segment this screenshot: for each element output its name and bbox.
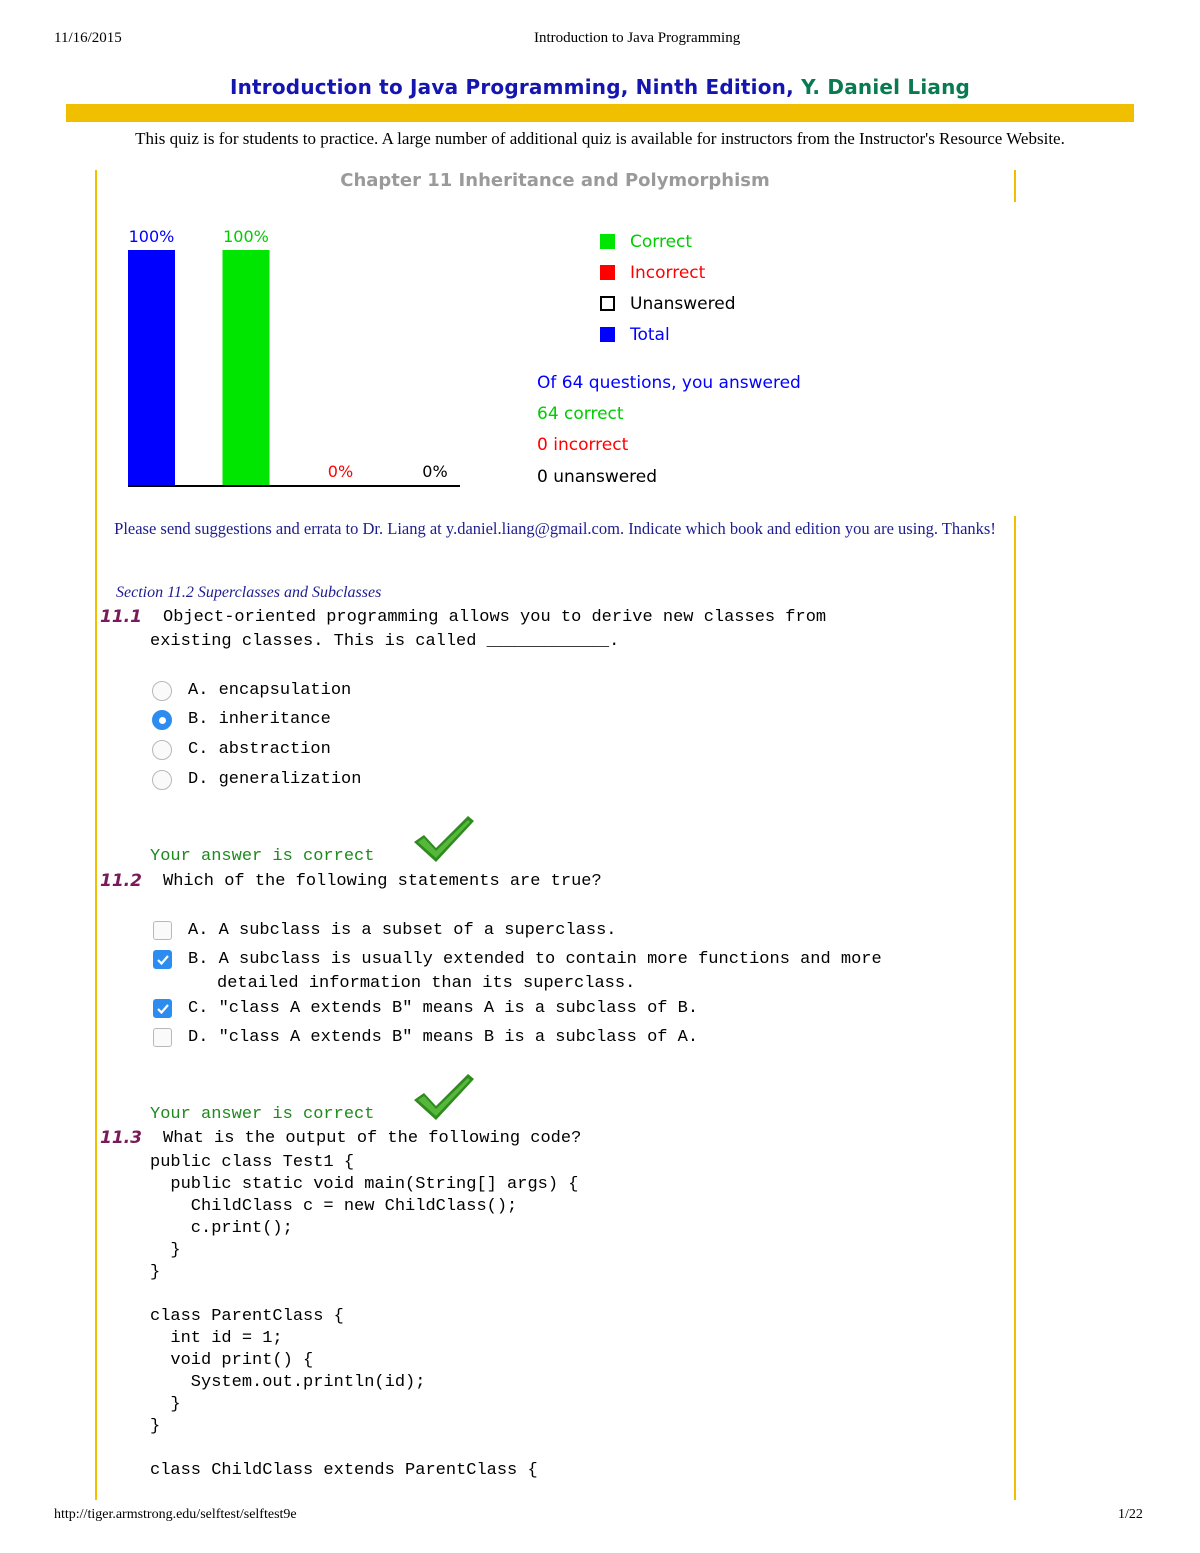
answer-feedback: Your answer is correct xyxy=(150,847,375,866)
frame-right-line xyxy=(1014,516,1016,1500)
question-number: 11.3 xyxy=(100,1128,142,1148)
checkbox-option-a[interactable] xyxy=(153,921,172,940)
stats-total: Of 64 questions, you answered xyxy=(537,373,801,393)
option-label: B. inheritance xyxy=(188,710,331,729)
radio-option-b[interactable] xyxy=(152,710,172,730)
option-label: C. abstraction xyxy=(188,740,331,759)
bar-value-label: 0% xyxy=(327,462,354,481)
question-number: 11.2 xyxy=(100,871,142,891)
checkbox-option-c[interactable] xyxy=(153,999,172,1018)
legend-total: Total xyxy=(630,325,670,345)
bar-correct xyxy=(223,250,270,485)
book-author: Y. Daniel Liang xyxy=(801,75,971,99)
stats-incorrect: 0 incorrect xyxy=(537,435,629,455)
check-icon xyxy=(156,953,170,967)
option-label: B. A subclass is usually extended to contain more functions and more xyxy=(188,950,882,969)
stats-correct: 64 correct xyxy=(537,404,624,424)
section-heading: Section 11.2 Superclasses and Subclasses xyxy=(116,584,382,601)
bar-value-label: 100% xyxy=(223,227,269,246)
gold-divider xyxy=(66,104,1134,122)
bar-total xyxy=(128,250,175,485)
option-label: C. "class A extends B" means A is a subclass of B. xyxy=(188,999,699,1018)
radio-option-c[interactable] xyxy=(152,740,172,760)
radio-option-a[interactable] xyxy=(152,681,172,701)
question-text: Object-oriented programming allows you to derive new classes from xyxy=(163,608,827,627)
bar-value-label: 0% xyxy=(422,462,448,481)
results-chart xyxy=(120,220,470,495)
option-label: D. "class A extends B" means B is a subclass of A. xyxy=(188,1028,699,1047)
answer-feedback: Your answer is correct xyxy=(150,1105,375,1124)
question-text: What is the output of the following code? xyxy=(163,1129,582,1148)
bar-value-label: 100% xyxy=(128,227,175,246)
note-text-1: Please send suggestions and errata to Dr. Liang at xyxy=(114,519,446,538)
question-text: Which of the following statements are true? xyxy=(163,872,602,891)
legend-correct: Correct xyxy=(630,232,693,252)
errata-email-link[interactable]: y.daniel.liang@gmail.com xyxy=(445,519,620,538)
question-text: existing classes. This is called ____________. xyxy=(150,632,620,651)
print-date: 11/16/2015 xyxy=(54,30,122,46)
note-text-2: . Indicate which book and edition you are using. Thanks! xyxy=(619,519,996,538)
footer-url: http://tiger.armstrong.edu/selftest/selftest9e xyxy=(54,1507,297,1522)
book-title xyxy=(0,75,1200,99)
checkbox-option-d[interactable] xyxy=(153,1028,172,1047)
option-label: detailed information than its superclass. xyxy=(217,974,636,993)
check-icon xyxy=(156,1002,170,1016)
option-label: A. A subclass is a subset of a superclass. xyxy=(188,921,617,940)
frame-left-line xyxy=(95,170,97,1500)
question-number: 11.1 xyxy=(100,607,142,627)
stats-unanswered: 0 unanswered xyxy=(537,467,658,487)
print-page-title: Introduction to Java Programming xyxy=(534,30,741,46)
legend-swatch-incorrect xyxy=(600,265,615,280)
checkmark-icon xyxy=(412,812,476,864)
legend-swatch-total xyxy=(600,327,615,342)
option-label: D. generalization xyxy=(188,770,362,789)
footer-page-number: 1/22 xyxy=(1118,1507,1143,1522)
chapter-title: Chapter 11 Inheritance and Polymorphism xyxy=(340,170,770,191)
book-title-text: Introduction to Java Programming, Ninth Edition, xyxy=(229,75,802,99)
code-block: public class Test1 { public static void main(String[] args) { ChildClass c = new ChildClass(); c.print(); } } class ParentClass { int id = 1; void print() { System.out.println(id); } } class ChildClass extends ParentClass { xyxy=(150,1153,579,1480)
option-label: A. encapsulation xyxy=(188,681,352,700)
errata-note xyxy=(100,518,1010,539)
legend-swatch-correct xyxy=(600,234,615,249)
checkbox-option-b[interactable] xyxy=(153,950,172,969)
radio-option-d[interactable] xyxy=(152,770,172,790)
legend-swatch-unanswered xyxy=(600,296,615,311)
checkmark-icon xyxy=(412,1070,476,1122)
legend-unanswered: Unanswered xyxy=(630,294,736,314)
intro-text: This quiz is for students to practice. A large number of additional quiz is available for instructors from the Instructor's Resource Website. xyxy=(135,129,1065,148)
legend-incorrect: Incorrect xyxy=(630,263,706,283)
